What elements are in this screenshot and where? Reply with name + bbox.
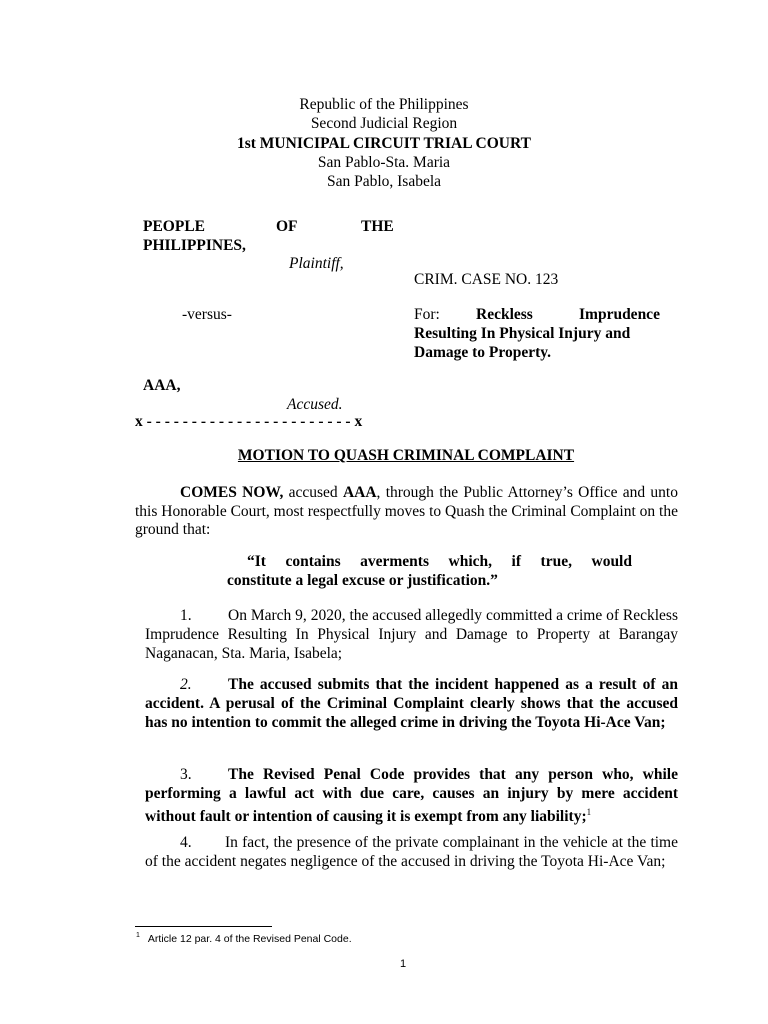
header-court: 1st MUNICIPAL CIRCUIT TRIAL COURT [236,134,531,152]
intro-accused: AAA [342,484,377,501]
charge-line-3: Damage to Property. [414,344,552,361]
plaintiff-role: Plaintiff, [289,255,344,272]
footnote [136,933,352,945]
paragraph-number: 3. [180,766,192,783]
motion-title: MOTION TO QUASH CRIMINAL COMPLAINT [237,447,575,464]
charge-word-2: Imprudence [579,306,660,323]
quote-line-1 [227,553,632,572]
footnote-divider [135,926,272,927]
paragraph-3 [145,765,678,827]
paragraph-text: On March 9, 2020, the accused allegedly committed a crime of Reckless Imprudence Resulting In Physical Injury and Damage to Property at Barangay Naganacan, Sta. Maria, Isabela; [145,607,678,663]
paragraph-4 [145,833,678,871]
paragraph-1 [145,606,678,664]
intro-text-2: , through the Public Attorney’s Office and unto this Honorable Court, most respectfully moves to Quash the Criminal Complaint on the ground that: [135,484,678,539]
plaintiff-word-3: THE [361,218,394,235]
intro-lead: COMES NOW, [180,484,284,501]
paragraph-2 [145,675,678,733]
paragraph-text: The Revised Penal Code provides that any person who, while performing a lawful act with due care, causes an injury by mere accident without fault or intention of causing it is exempt from any liability; [145,766,678,826]
quote-text-1: “It contains averments which, if true, would [247,553,632,570]
plaintiff-name-line2: PHILIPPINES, [143,237,246,254]
accused-role: Accused. [287,396,343,413]
header-branch: San Pablo-Sta. Maria [317,153,451,171]
paragraph-text: In fact, the presence of the private complainant in the vehicle at the time of the accident negates negligence of the accused in driving the Toyota Hi-Ace Van; [145,834,678,871]
paragraph-number: 1. [180,607,192,624]
footnote-mark: 1 [136,932,140,939]
header-region: Second Judicial Region [310,115,458,133]
footnote-reference[interactable]: 1 [586,807,592,818]
case-number: CRIM. CASE NO. 123 [414,271,559,288]
accused-name: AAA, [143,377,181,394]
quote-line-2: constitute a legal excuse or justification.” [227,572,498,589]
plaintiff-word-1: PEOPLE [143,218,206,235]
for-label: For: [414,306,440,323]
caption-separator: x - - - - - - - - - - - - - - - - - - - - - - - x [135,413,363,430]
charge-line-2: Resulting In Physical Injury and [414,325,631,342]
plaintiff-word-2: OF [276,218,298,235]
footnote-text: Article 12 par. 4 of the Revised Penal Code. [147,933,352,945]
paragraph-number: 4. [180,834,192,851]
paragraph-text: The accused submits that the incident happened as a result of an accident. A perusal of the Criminal Complaint clearly shows that the accused has no intention to commit the alleged crime in driving the Toyota Hi-Ace Van; [145,676,678,732]
header-republic: Republic of the Philippines [299,96,469,113]
header-location: San Pablo, Isabela [326,173,442,191]
intro-paragraph [135,484,678,540]
paragraph-number: 2. [180,676,192,693]
intro-text-1: accused [283,484,343,501]
versus-label: -versus- [182,306,232,323]
page-number: 1 [400,958,407,970]
charge-word-1: Reckless [476,306,533,323]
court-header [0,95,768,191]
